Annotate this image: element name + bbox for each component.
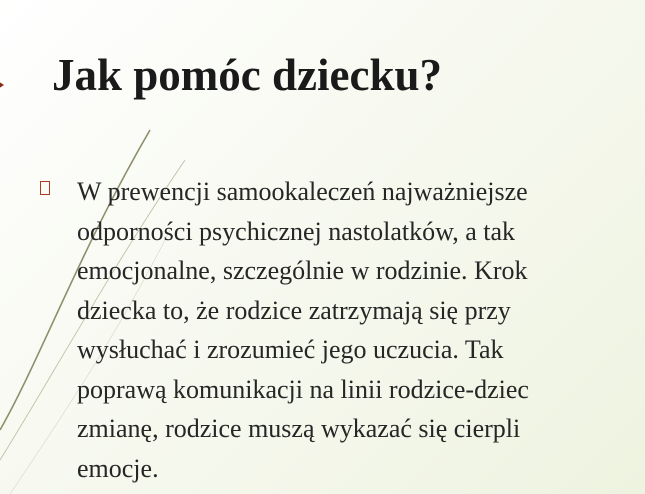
title-arrow-marker (0, 76, 4, 94)
paragraph-line: poprawą komunikacji na linii rodzice-dziec (77, 374, 529, 404)
paragraph-line: wysłuchać i zrozumieć jego uczucia. Tak (77, 335, 504, 364)
paragraph-text (77, 172, 645, 488)
paragraph-line: odporności psychicznej nastolatków, a tak (77, 216, 516, 246)
paragraph-line: W prewencji samookaleczeń najważniejsze (77, 177, 528, 206)
paragraph-line: dziecka to, że rodzice zatrzymają się przy (77, 295, 511, 325)
paragraph-line: zmianę, rodzice muszą wykazać się cierpli (77, 414, 521, 443)
paragraph-line: emocje. (77, 453, 159, 483)
square-bullet-icon (40, 181, 50, 195)
slide-title: Jak pomóc dziecku? (52, 50, 443, 100)
paragraph-line: emocjonalne, szczególnie w rodzinie. Krok (77, 256, 528, 285)
